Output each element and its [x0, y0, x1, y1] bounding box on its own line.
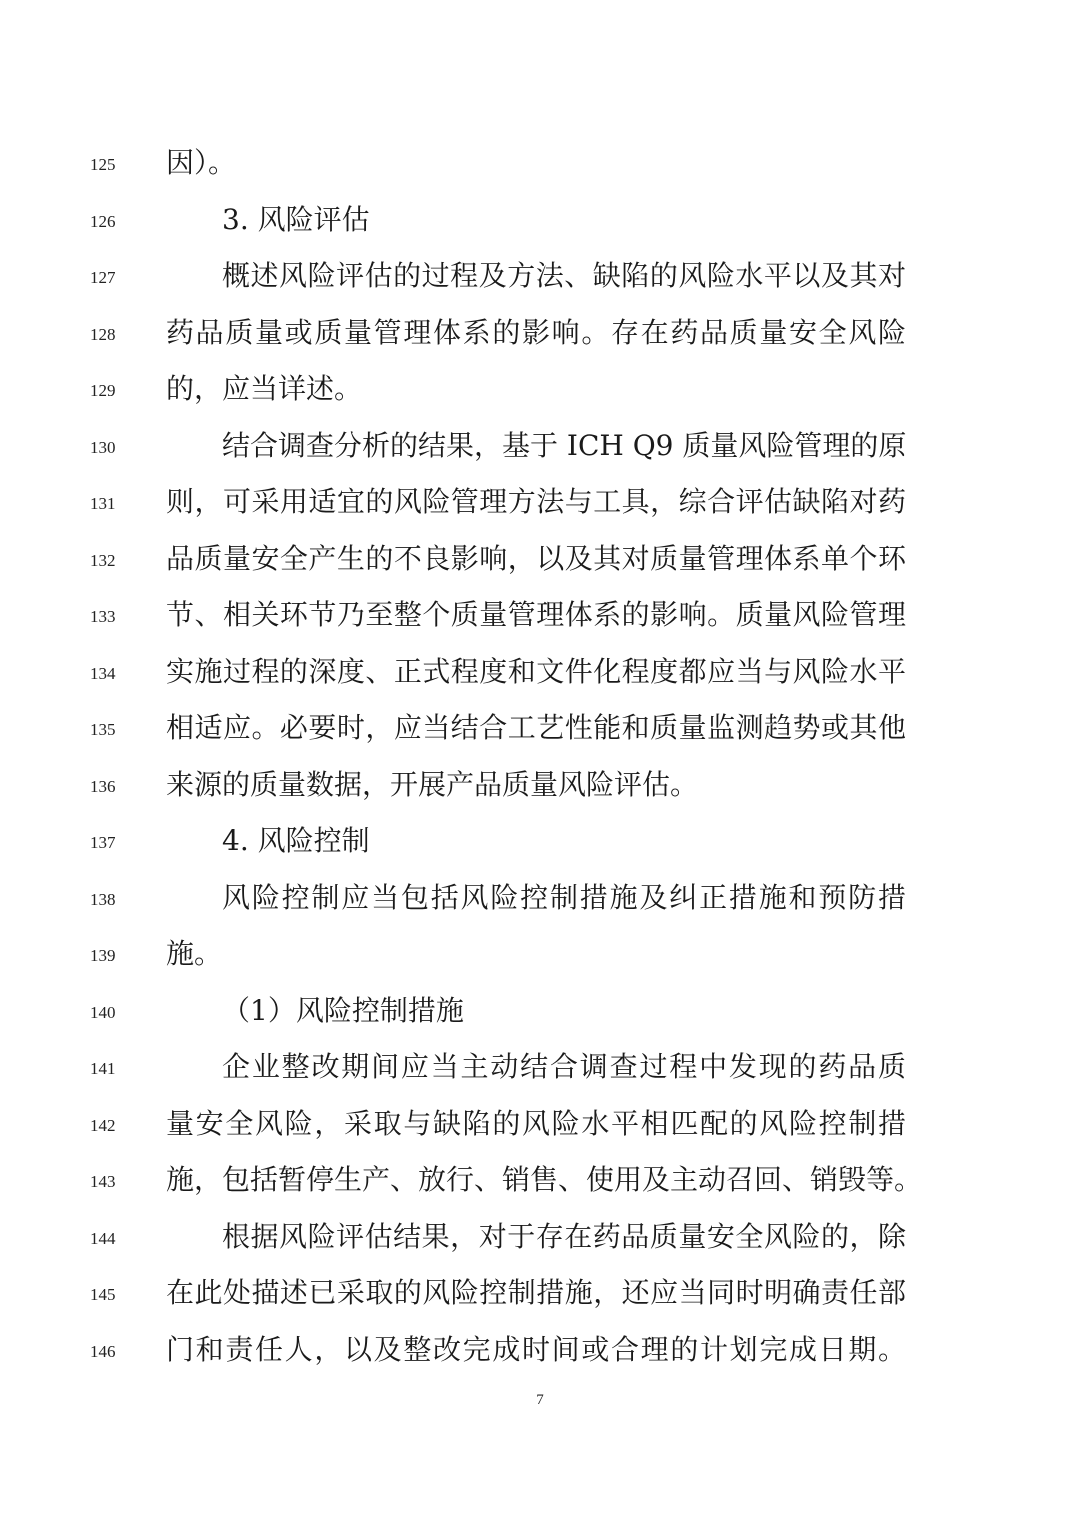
line-text: 来源的质量数据，开展产品质量风险评估。 [166, 767, 699, 801]
line-number: 146 [90, 1341, 116, 1361]
line-number: 129 [90, 381, 116, 400]
text-line [0, 1160, 1080, 1200]
text-line [0, 821, 1080, 861]
text-line [0, 256, 1080, 296]
line-text: 则，可采用适宜的风险管理方法与工具，综合评估缺陷对药 [166, 485, 906, 518]
line-number: 145 [90, 1285, 116, 1304]
line-text: 节、相关环节乃至整个质量管理体系的影响。质量风险管理 [166, 598, 906, 631]
line-text: 根据风险评估结果，对于存在药品质量安全风险的，除 [222, 1219, 906, 1253]
line-number: 140 [90, 1002, 116, 1022]
line-text: 施。 [166, 937, 223, 970]
line-text: 的，应当详述。 [166, 372, 363, 405]
text-line [0, 1330, 1080, 1370]
text-line [0, 482, 1080, 522]
line-number: 131 [90, 494, 116, 513]
line-text: 企业整改期间应当主动结合调查过程中发现的药品质 [222, 1050, 906, 1083]
text-line [0, 934, 1080, 974]
line-text: 相适应。必要时，应当结合工艺性能和质量监测趋势或其他 [166, 711, 906, 744]
line-number: 137 [90, 833, 116, 852]
line-number: 125 [90, 155, 116, 174]
text-line [0, 595, 1080, 635]
text-line [0, 200, 1080, 240]
line-text: 实施过程的深度、正式程度和文件化程度都应当与风险水平 [166, 654, 906, 688]
line-text: 4. 风险控制 [222, 824, 370, 857]
line-number: 139 [90, 946, 116, 965]
line-number: 126 [90, 211, 116, 231]
line-text: 量安全风险，采取与缺陷的风险水平相匹配的风险控制措 [166, 1106, 906, 1140]
line-number: 133 [90, 607, 116, 626]
line-number: 142 [90, 1115, 116, 1135]
text-line [0, 1047, 1080, 1087]
text-line [0, 652, 1080, 692]
text-line [0, 1217, 1080, 1257]
page-number: 7 [536, 1392, 544, 1408]
text-line [0, 991, 1080, 1031]
line-text: 结合调查分析的结果，基于 ICH Q9 质量风险管理的原 [222, 428, 907, 462]
text-line [0, 1104, 1080, 1144]
line-number: 132 [90, 550, 116, 570]
text-line [0, 313, 1080, 353]
text-line [0, 426, 1080, 466]
line-text: 风险控制应当包括风险控制措施及纠正措施和预防措 [222, 880, 906, 914]
line-number: 127 [90, 268, 116, 287]
line-number: 141 [90, 1059, 116, 1078]
line-number: 130 [90, 437, 116, 457]
line-text: 门和责任人，以及整改完成时间或合理的计划完成日期。 [166, 1332, 906, 1366]
line-number: 134 [90, 663, 116, 683]
line-number: 128 [90, 324, 116, 344]
line-text: 概述风险评估的过程及方法、缺陷的风险水平以及其对 [222, 259, 906, 292]
line-text: 在此处描述已采取的风险控制措施，还应当同时明确责任部 [166, 1276, 906, 1309]
line-number: 135 [90, 720, 116, 739]
line-text: 因）。 [166, 146, 237, 179]
text-line [0, 1273, 1080, 1313]
text-line [0, 878, 1080, 918]
line-text: 施，包括暂停生产、放行、销售、使用及主动召回、销毁等。 [166, 1163, 923, 1196]
line-text: （1）风险控制措施 [222, 993, 464, 1027]
line-text: 品质量安全产生的不良影响，以及其对质量管理体系单个环 [166, 541, 906, 575]
line-text: 3. 风险评估 [222, 202, 370, 236]
text-line [0, 708, 1080, 748]
line-number: 136 [90, 776, 116, 796]
text-line [0, 765, 1080, 805]
line-number: 138 [90, 889, 116, 909]
line-number: 144 [90, 1228, 116, 1248]
text-line [0, 539, 1080, 579]
text-line [0, 369, 1080, 409]
text-line [0, 143, 1080, 183]
line-number: 143 [90, 1172, 116, 1191]
line-text: 药品质量或质量管理体系的影响。存在药品质量安全风险 [166, 315, 906, 349]
